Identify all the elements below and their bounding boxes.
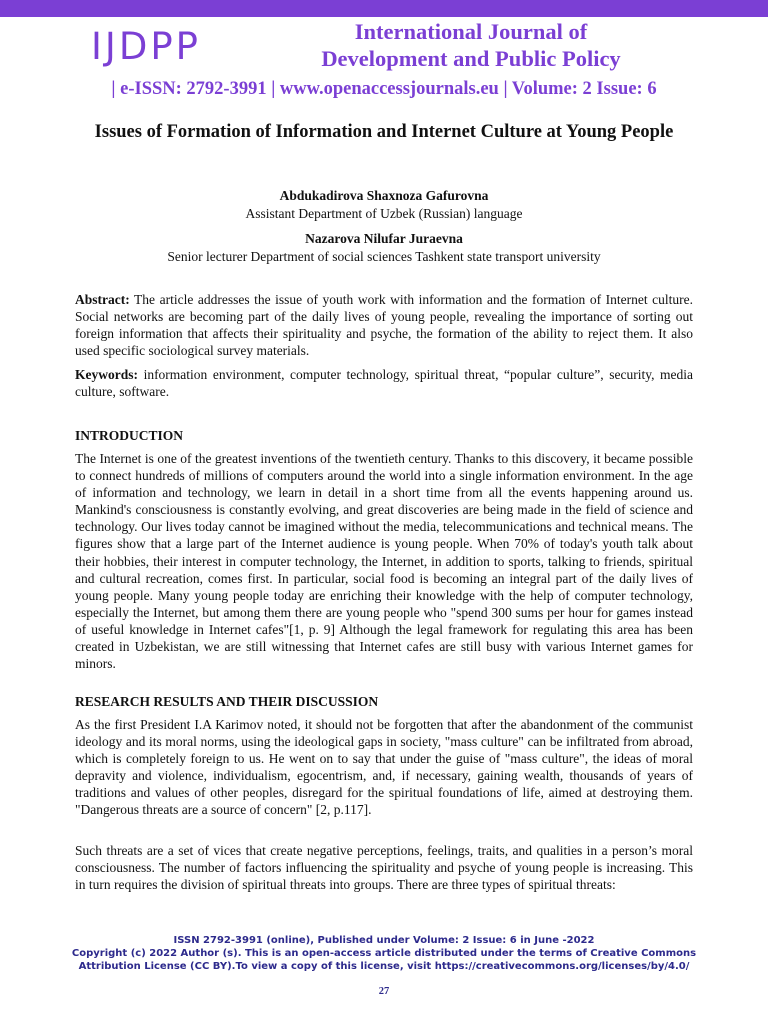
abstract-text: The article addresses the issue of youth work with information and the formation of Internet culture. Social networks are becoming part of the daily lives of young people, revealing the importance of sorting out foreign information that affects their spirituality and psyche, the formation of the ability to reject them. It also used specific sociological survey materials. — [75, 292, 693, 359]
keywords — [75, 366, 693, 400]
journal-title — [290, 18, 652, 72]
author-affiliation-1: Assistant Department of Uzbek (Russian) language — [245, 206, 523, 221]
header-bar — [0, 0, 768, 17]
journal-logo: IJDPP — [91, 25, 201, 68]
journal-title-line2: Development and Public Policy — [321, 46, 621, 71]
issn-line: | e-ISSN: 2792-3991 | www.openaccessjournals.eu | Volume: 2 Issue: 6 — [111, 79, 657, 99]
results-heading: RESEARCH RESULTS AND THEIR DISCUSSION — [75, 694, 379, 709]
keywords-label: Keywords: — [75, 367, 138, 382]
footer-copyright: Copyright (c) 2022 Author (s). This is an open-access article distributed under the terms of Creative Commons — [71, 948, 697, 960]
footer-license: Attribution License (CC BY).To view a copy of this license, visit https://creativecommons.org/licenses/by/4.0/ — [78, 961, 690, 973]
author-name-1: Abdukadirova Shaxnoza Gafurovna — [279, 188, 489, 203]
page-number: 27 — [378, 986, 390, 997]
footer-issn: ISSN 2792-3991 (online), Published under Volume: 2 Issue: 6 in June -2022 — [173, 935, 595, 946]
abstract-label: Abstract: — [75, 292, 130, 307]
introduction-heading: INTRODUCTION — [75, 428, 184, 443]
journal-title-line1: International Journal of — [354, 19, 588, 44]
keywords-text: information environment, computer technology, spiritual threat, “popular culture”, security, media culture, software. — [75, 367, 693, 400]
abstract — [75, 291, 693, 359]
paper-title: Issues of Formation of Information and Internet Culture at Young People — [94, 122, 674, 142]
author-name-2: Nazarova Nilufar Juraevna — [305, 231, 463, 246]
results-paragraph-1: As the first President I.A Karimov noted, it should not be forgotten that after the abandonment of the communist ideology and its moral norms, using the ideological gaps in society, "mass culture" can be infiltrated from abroad, which is completely foreign to us. He went on to say that under the guise of "mass culture", the ideas of moral depravity and violence, individualism, egocentrism, and, if necessary, gaining wealth, thousands of years of traditions and values of other peoples, disregard for the spiritual foundations of life, aimed at destroying them. "Dangerous threats are a source of concern" [2, p.117]. — [75, 717, 693, 818]
introduction-text: The Internet is one of the greatest inventions of the twentieth century. Thanks to this discovery, it became possible to connect hundreds of millions of computers around the world into a single information environment. In the age of information and technology, we learn in detail in a short time from all the events happening around us. Mankind's consciousness is constantly evolving, and great discoveries are being made in the field of science and technology. Our lives today cannot be imagined without the media, telecommunications and technical means. The figures show that a large part of the Internet audience is young people. When 70% of today's youth talk about their hobbies, their interest in computer technology, the Internet, in addition to sports, talking to friends, spiritual and cultural recreation, comes first. In particular, social food is becoming an integral part of the daily lives of young people. Many young people today are enriching their knowledge with the help of computer technology, especially the Internet, but among them there are young people who "spend 300 sums per hour for games instead of useful knowledge in Internet cafes"[1, p. 9] Although the legal framework for regulating this area has been created in Uzbekistan, we are still witnessing that Internet cafes are still busy with various Internet games for minors. — [75, 451, 693, 672]
footer — [0, 934, 768, 974]
results-paragraph-2: Such threats are a set of vices that create negative perceptions, feelings, traits, and qualities in a person’s moral consciousness. The number of factors influencing the spirituality and psyche of young people is increasing. This in turn requires the division of spiritual threats into groups. There are three types of spiritual threats: — [75, 843, 693, 893]
author-affiliation-2: Senior lecturer Department of social sciences Tashkent state transport university — [167, 249, 601, 264]
